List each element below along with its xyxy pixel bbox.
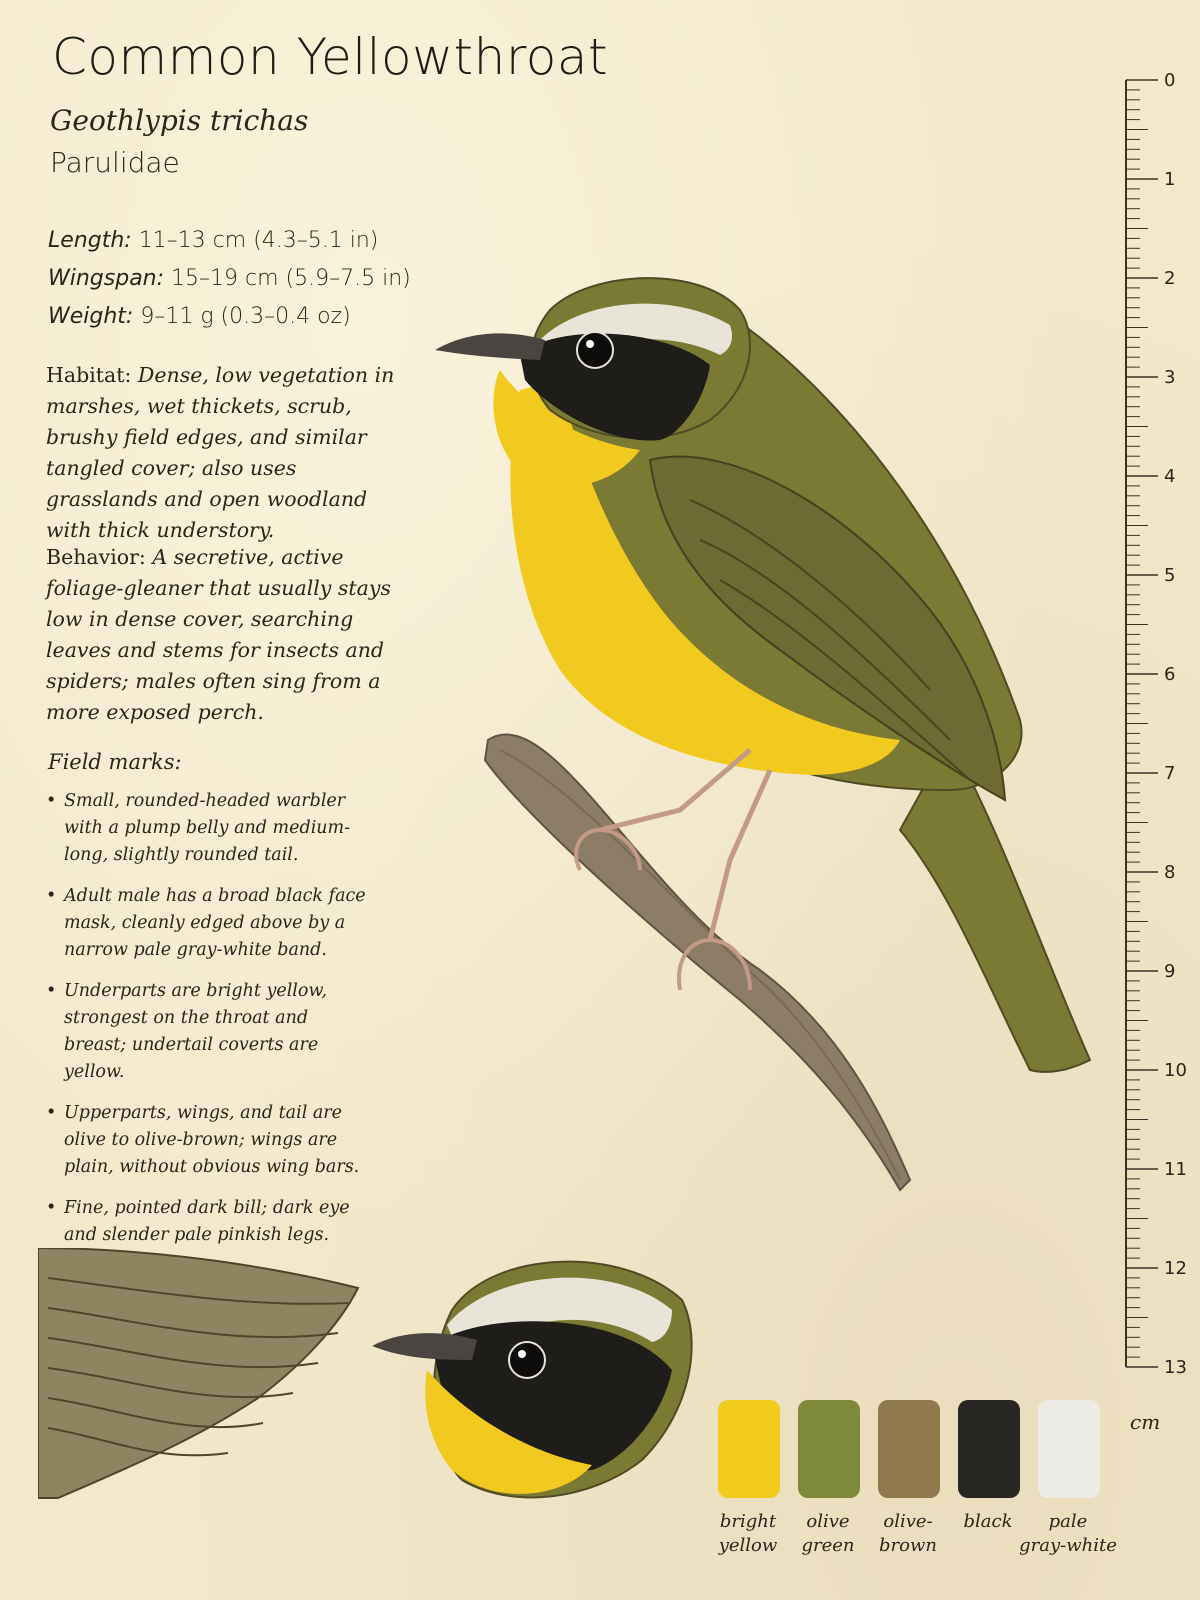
swatch-olive-brown <box>878 1400 940 1498</box>
ruler-tick-label: 12 <box>1164 1258 1187 1279</box>
swatch-label: olive- brown <box>879 1511 937 1556</box>
habitat-label: Habitat: <box>46 363 132 387</box>
swatch-olive-green <box>798 1400 860 1498</box>
length-key: Length: <box>48 228 132 253</box>
weight-key: Weight: <box>48 304 134 329</box>
ruler-tick-label: 4 <box>1164 466 1176 487</box>
field-mark-item: • Fine, pointed dark bill; dark eye and slender pale pinkish legs. <box>46 1198 350 1245</box>
ruler-svg <box>1120 70 1200 1440</box>
swatch-bright-yellow <box>718 1400 780 1498</box>
swatch-label: bright yellow <box>718 1511 778 1556</box>
wing-shape <box>38 1248 358 1498</box>
ruler-unit-label: cm <box>1130 1410 1161 1434</box>
length-row <box>48 222 411 260</box>
ruler-tick-label: 6 <box>1164 664 1176 685</box>
ruler-tick-label: 8 <box>1164 862 1176 883</box>
branch <box>485 735 910 1190</box>
ruler-tick-label: 5 <box>1164 565 1176 586</box>
ruler-tick-label: 7 <box>1164 763 1176 784</box>
field-mark-text: Upperparts, wings, and tail are olive to olive-brown; wings are plain, without obvious wing bars. <box>64 1103 360 1177</box>
wingspan-row <box>48 260 411 298</box>
swatch-label: black <box>963 1511 1013 1532</box>
eye <box>509 1342 545 1378</box>
field-mark-text: Underparts are bright yellow, strongest on the throat and breast; undertail coverts are yellow. <box>64 981 327 1082</box>
field-marks-title: Field marks: <box>48 750 182 774</box>
ruler-tick-label: 9 <box>1164 961 1176 982</box>
measurements <box>48 222 411 336</box>
wingspan-value: 15–19 cm (5.9–7.5 in) <box>171 266 411 291</box>
habitat-text: Dense, low vegetation in marshes, wet thickets, scrub, brushy field edges, and similar tangled cover; also uses grasslands and open woodland with thick understory. <box>46 363 395 542</box>
bill <box>435 333 545 360</box>
scientific-name: Geothlypis trichas <box>50 104 309 137</box>
ruler <box>1120 70 1200 1440</box>
behavior-label: Behavior: <box>46 545 146 569</box>
field-mark-item: • Small, rounded-headed warbler with a plump belly and medium-long, slightly rounded tail. <box>46 791 351 865</box>
head-detail-illustration <box>372 1250 702 1520</box>
color-swatches <box>718 1400 1138 1590</box>
habitat-paragraph <box>46 360 406 546</box>
field-mark-text: Adult male has a broad black face mask, cleanly edged above by a narrow pale gray-white band. <box>64 886 366 960</box>
field-mark-text: Small, rounded-headed warbler with a plump belly and medium-long, slightly rounded tail. <box>64 791 351 865</box>
swatch-pale-gray-white <box>1038 1400 1100 1498</box>
bird-illustration <box>430 270 1120 1230</box>
ruler-tick-label: 2 <box>1164 268 1176 289</box>
behavior-paragraph <box>46 542 406 728</box>
ruler-tick-label: 13 <box>1164 1357 1187 1378</box>
family-name: Parulidae <box>50 146 180 179</box>
field-marks-list <box>40 788 370 1263</box>
wing-detail-illustration <box>38 1248 378 1508</box>
swatch-label: olive green <box>801 1511 855 1556</box>
ruler-tick-label: 1 <box>1164 169 1176 190</box>
ruler-tick-label: 11 <box>1164 1159 1187 1180</box>
bill <box>372 1333 477 1360</box>
wingspan-key: Wingspan: <box>48 266 165 291</box>
swatch-label: pale gray-white <box>1019 1511 1117 1556</box>
ruler-tick-label: 3 <box>1164 367 1176 388</box>
behavior-text: A secretive, active foliage-gleaner that usually stays low in dense cover, searching leaves and stems for insects and spiders; males often sing from a more exposed perch. <box>46 545 391 724</box>
field-mark-item: • Upperparts, wings, and tail are olive to olive-brown; wings are plain, without obvious wing bars. <box>46 1103 360 1177</box>
leg <box>710 770 770 940</box>
weight-value: 9–11 g (0.3–0.4 oz) <box>140 304 351 329</box>
field-mark-item: • Underparts are bright yellow, strongest on the throat and breast; undertail coverts are yellow. <box>46 981 327 1082</box>
field-mark-text: Fine, pointed dark bill; dark eye and slender pale pinkish legs. <box>64 1198 350 1245</box>
ruler-tick-label: 10 <box>1164 1060 1187 1081</box>
common-name-title: Common Yellowthroat <box>52 28 609 86</box>
eye <box>577 332 613 368</box>
length-value: 11–13 cm (4.3–5.1 in) <box>138 228 379 253</box>
swatch-black <box>958 1400 1020 1498</box>
weight-row <box>48 298 411 336</box>
field-mark-item: • Adult male has a broad black face mask, cleanly edged above by a narrow pale gray-white band. <box>46 886 366 960</box>
ruler-tick-label: 0 <box>1164 70 1176 91</box>
